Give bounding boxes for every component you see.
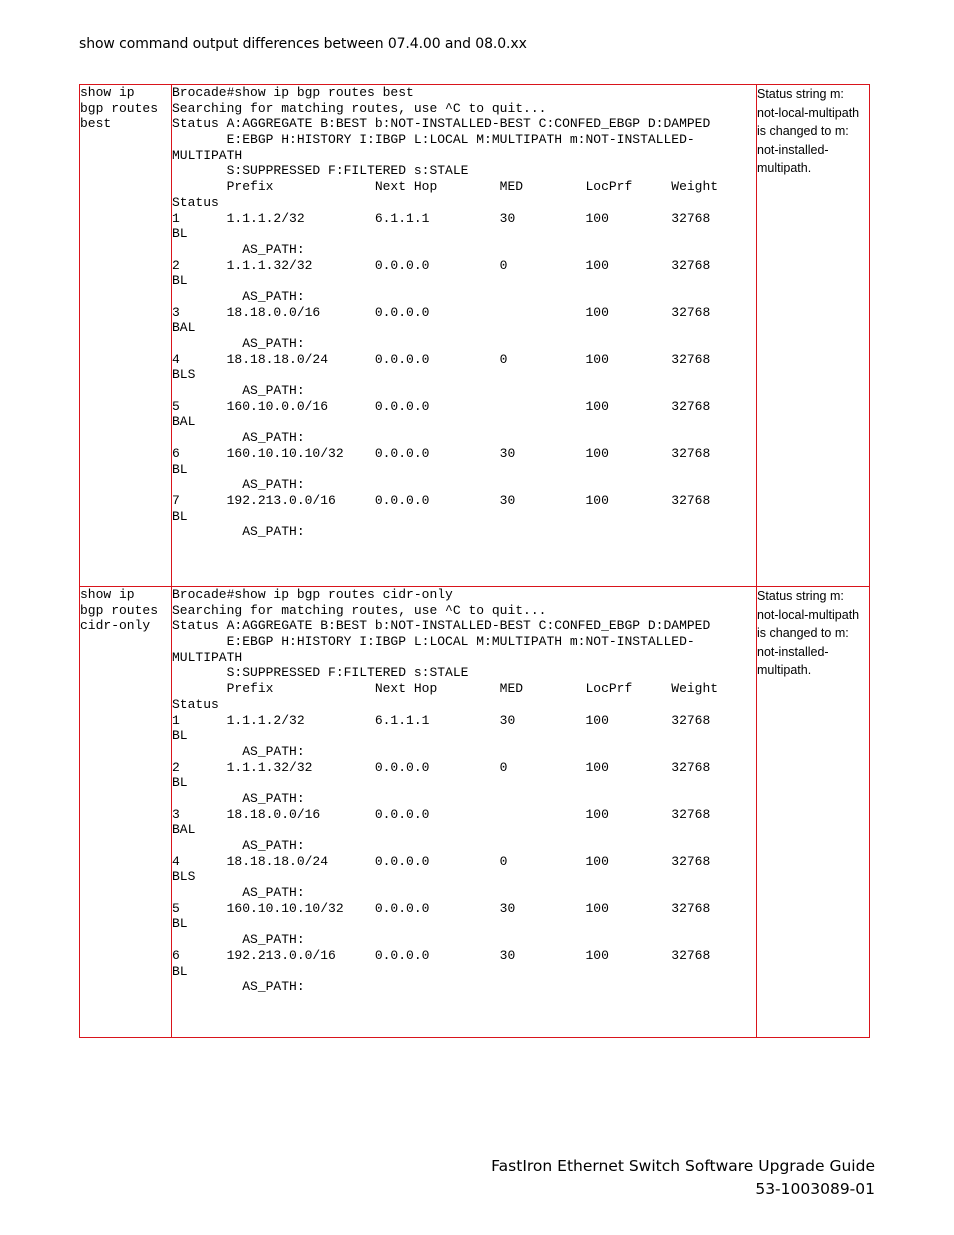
command-cell bbox=[80, 85, 172, 587]
output-line: Status A:AGGREGATE B:BEST b:NOT-INSTALLED-BEST C:CONFED_EBGP D:DAMPED bbox=[172, 116, 711, 132]
page-footer bbox=[491, 1155, 875, 1201]
output-line: BL bbox=[172, 508, 188, 524]
output-line: 4 18.18.18.0/24 0.0.0.0 0 100 32768 bbox=[172, 351, 711, 367]
output-line: AS_PATH: bbox=[172, 838, 305, 853]
output-line: 6 160.10.10.10/32 0.0.0.0 30 100 32768 bbox=[172, 445, 711, 461]
output-line: AS_PATH: bbox=[172, 932, 305, 948]
note-cell bbox=[757, 587, 870, 1038]
output-line: BAL bbox=[172, 822, 196, 838]
note-text: Status string m: not-local-multipath is changed to m: not-installed- multipath. bbox=[757, 589, 860, 677]
output-line: Status A:AGGREGATE B:BEST b:NOT-INSTALLED-BEST C:CONFED_EBGP D:DAMPED bbox=[172, 618, 711, 634]
output-line: 7 192.213.0.0/16 0.0.0.0 30 100 32768 bbox=[172, 492, 711, 508]
output-line: Searching for matching routes, use ^C to quit... bbox=[172, 602, 547, 618]
output-line: 5 160.10.0.0/16 0.0.0.0 100 32768 bbox=[172, 398, 711, 414]
output-line: Status bbox=[172, 194, 219, 210]
output-line: BL bbox=[172, 226, 188, 242]
output-line: AS_PATH: bbox=[172, 979, 305, 995]
command-diff-table bbox=[79, 84, 870, 1038]
doc-number: 53-1003089-01 bbox=[755, 1180, 875, 1198]
output-block bbox=[172, 587, 756, 995]
output-line: Searching for matching routes, use ^C to quit... bbox=[172, 100, 547, 116]
output-line: AS_PATH: bbox=[172, 885, 305, 901]
guide-title: FastIron Ethernet Switch Software Upgrade Guide bbox=[491, 1157, 875, 1175]
output-line: AS_PATH: bbox=[172, 430, 305, 446]
command-text: show ip bgp routes best bbox=[80, 85, 159, 132]
output-line: AS_PATH: bbox=[172, 241, 305, 257]
output-block bbox=[172, 85, 756, 540]
output-line: 6 192.213.0.0/16 0.0.0.0 30 100 32768 bbox=[172, 947, 711, 963]
output-line: E:EBGP H:HISTORY I:IBGP L:LOCAL M:MULTIPATH m:NOT-INSTALLED- bbox=[172, 132, 695, 148]
output-line: Brocade#show ip bgp routes best bbox=[172, 85, 414, 100]
output-line: BL bbox=[172, 273, 188, 289]
output-line: Status bbox=[172, 696, 219, 712]
output-line: 1 1.1.1.2/32 6.1.1.1 30 100 32768 bbox=[172, 712, 711, 728]
output-line: S:SUPPRESSED F:FILTERED s:STALE bbox=[172, 665, 469, 681]
table-row bbox=[80, 587, 870, 1038]
output-line: 3 18.18.0.0/16 0.0.0.0 100 32768 bbox=[172, 304, 711, 320]
output-line: S:SUPPRESSED F:FILTERED s:STALE bbox=[172, 163, 469, 179]
output-line: BL bbox=[172, 461, 188, 477]
note-text: Status string m: not-local-multipath is changed to m: not-installed- multipath. bbox=[757, 87, 860, 175]
output-cell bbox=[172, 587, 757, 1038]
output-line: Prefix Next Hop MED LocPrf Weight bbox=[172, 179, 719, 195]
output-line: BLS bbox=[172, 367, 196, 383]
output-line: Prefix Next Hop MED LocPrf Weight bbox=[172, 681, 719, 697]
output-line: BLS bbox=[172, 869, 196, 885]
output-line: 1 1.1.1.2/32 6.1.1.1 30 100 32768 bbox=[172, 210, 711, 226]
output-line: 5 160.10.10.10/32 0.0.0.0 30 100 32768 bbox=[172, 900, 711, 916]
output-line: AS_PATH: bbox=[172, 383, 305, 399]
output-line: BL bbox=[172, 916, 188, 932]
output-line: 3 18.18.0.0/16 0.0.0.0 100 32768 bbox=[172, 806, 711, 822]
output-line: Brocade#show ip bgp routes cidr-only bbox=[172, 587, 453, 602]
output-line: AS_PATH: bbox=[172, 336, 305, 351]
output-line: BL bbox=[172, 963, 188, 979]
command-text: show ip bgp routes cidr-only bbox=[80, 587, 159, 634]
output-line: 2 1.1.1.32/32 0.0.0.0 0 100 32768 bbox=[172, 759, 711, 775]
output-line: BL bbox=[172, 775, 188, 791]
output-line: MULTIPATH bbox=[172, 147, 243, 163]
output-line: BAL bbox=[172, 414, 196, 430]
output-line: AS_PATH: bbox=[172, 524, 305, 540]
output-cell bbox=[172, 85, 757, 587]
page-header: show command output differences between 07.4.00 and 08.0.xx bbox=[79, 36, 527, 52]
output-line: BL bbox=[172, 728, 188, 744]
note-cell bbox=[757, 85, 870, 587]
output-line: 4 18.18.18.0/24 0.0.0.0 0 100 32768 bbox=[172, 853, 711, 869]
output-line: MULTIPATH bbox=[172, 649, 243, 665]
output-line: 2 1.1.1.32/32 0.0.0.0 0 100 32768 bbox=[172, 257, 711, 273]
output-line: E:EBGP H:HISTORY I:IBGP L:LOCAL M:MULTIPATH m:NOT-INSTALLED- bbox=[172, 634, 695, 650]
output-line: AS_PATH: bbox=[172, 743, 305, 759]
output-line: AS_PATH: bbox=[172, 790, 305, 806]
table-row bbox=[80, 85, 870, 587]
output-line: BAL bbox=[172, 320, 196, 336]
output-line: AS_PATH: bbox=[172, 477, 305, 493]
output-line: AS_PATH: bbox=[172, 288, 305, 304]
command-cell bbox=[80, 587, 172, 1038]
